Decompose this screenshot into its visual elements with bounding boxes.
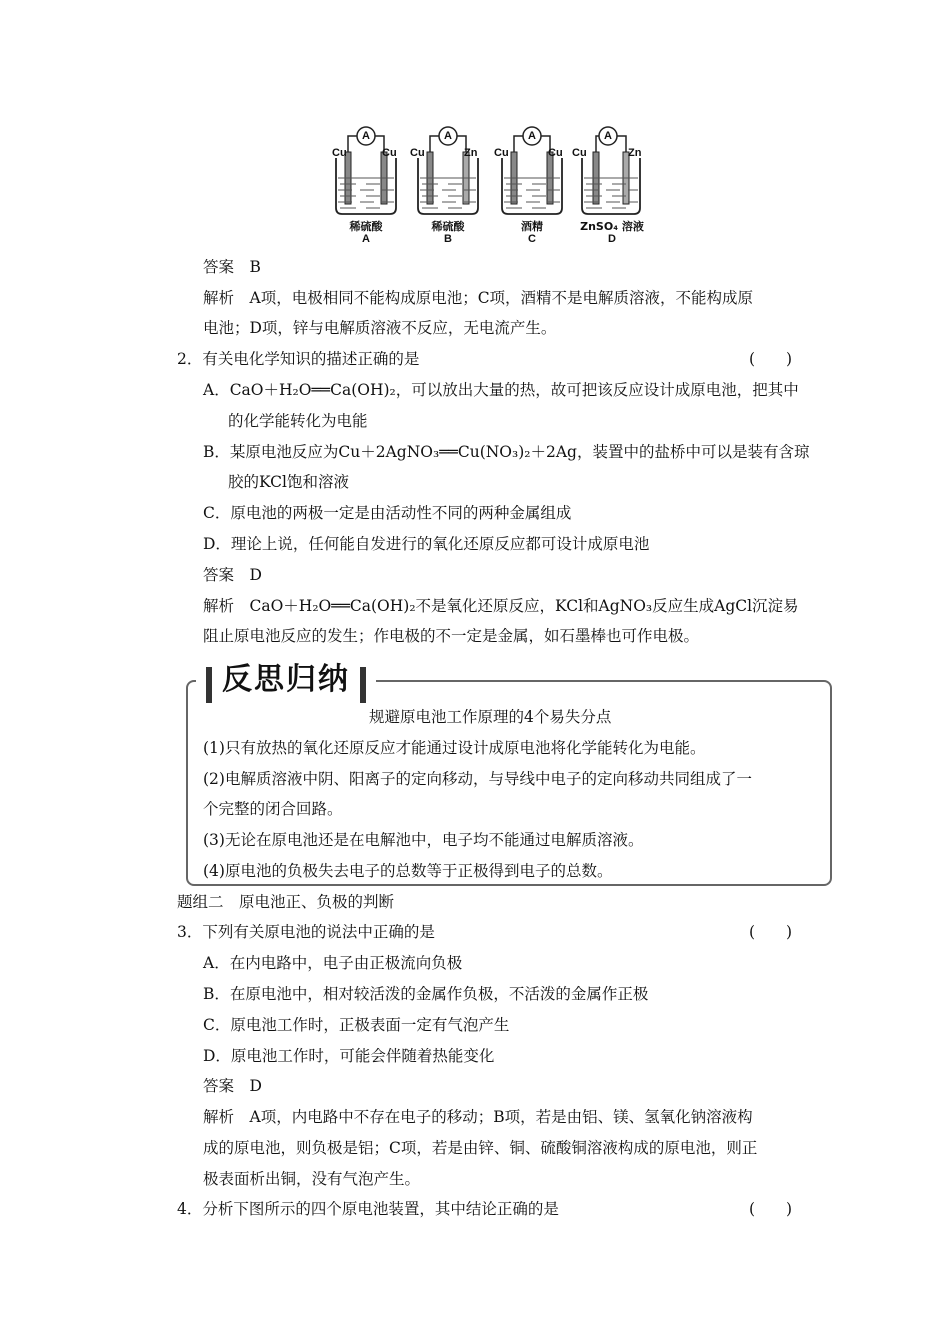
- reflection-header: [196, 660, 376, 700]
- electrode-right-label: Cu: [548, 147, 563, 159]
- reflection-title: 反思归纳: [222, 662, 350, 697]
- electrode-left-label: Cu: [410, 147, 425, 159]
- electrode-left-label: Cu: [494, 147, 509, 159]
- q2-option-b-line1: B．某原电池反应为Cu＋2AgNO₃══Cu(NO₃)₂＋2Ag，装置中的盐桥中可以是装有含琼: [203, 443, 810, 461]
- electrode-left-label: Cu: [332, 147, 347, 159]
- reflection-point-3: (3)无论在原电池还是在电解池中，电子均不能通过电解质溶液。: [203, 831, 644, 849]
- q2-answer: 答案 D: [203, 566, 262, 584]
- reflection-point-2-line1: (2)电解质溶液中阴、阳离子的定向移动，与导线中电子的定向移动共同组成了一: [203, 770, 752, 788]
- title-bar-left: [206, 667, 212, 703]
- solution-label: ZnSO₄ 溶液: [580, 220, 644, 233]
- q3-answer-blank: ( ): [749, 923, 793, 941]
- cell-label: C: [528, 233, 536, 245]
- q1-analysis-line2: 电池；D项，锌与电解质溶液不反应，无电流产生。: [203, 319, 557, 337]
- q3-option-a: A．在内电路中，电子由正极流向负极: [203, 954, 463, 972]
- electrode-left-label: Cu: [572, 147, 587, 159]
- q3-option-d: D．原电池工作时，可能会伴随着热能变化: [203, 1047, 495, 1065]
- beaker-diagram: [576, 122, 648, 218]
- q3-option-c: C．原电池工作时，正极表面一定有气泡产生: [203, 1016, 510, 1034]
- ammeter-d-icon: A: [604, 130, 612, 142]
- q3-answer: 答案 D: [203, 1077, 262, 1095]
- q2-stem: 2．有关电化学知识的描述正确的是: [177, 350, 420, 368]
- cell-label: B: [444, 233, 452, 245]
- title-bar-right: [360, 667, 366, 703]
- q3-option-b: B．在原电池中，相对较活泼的金属作负极，不活泼的金属作正极: [203, 985, 649, 1003]
- ammeter-a-icon: A: [362, 130, 370, 142]
- cell-label: A: [362, 233, 370, 245]
- q2-option-a-line2: 的化学能转化为电能: [228, 412, 368, 430]
- q2-option-d: D．理论上说，任何能自发进行的氧化还原反应都可设计成原电池: [203, 535, 650, 553]
- q2-analysis-line2: 阻止原电池反应的发生；作电极的不一定是金属，如石墨棒也可作电极。: [203, 627, 700, 645]
- cell-label: D: [608, 233, 616, 245]
- q1-answer: 答案 B: [203, 258, 261, 276]
- q3-analysis-line2: 成的原电池，则负极是铝；C项，若是由锌、铜、硫酸铜溶液构成的原电池，则正: [203, 1139, 758, 1157]
- q3-analysis-line1: 解析 A项，内电路中不存在电子的移动；B项，若是由铝、镁、氢氧化钠溶液构: [203, 1108, 753, 1126]
- cell-d: [572, 122, 648, 248]
- solution-label: 稀硫酸: [431, 220, 465, 233]
- solution-label: 稀硫酸: [349, 220, 383, 233]
- q2-option-b-line2: 胶的KCl饱和溶液: [228, 473, 349, 491]
- solution-label: 酒精: [521, 220, 543, 233]
- reflection-point-4: (4)原电池的负极失去电子的总数等于正极得到电子的总数。: [203, 862, 613, 880]
- ammeter-b-icon: A: [444, 130, 452, 142]
- q2-option-a-line1: A．CaO＋H₂O══Ca(OH)₂，可以放出大量的热，故可把该反应设计成原电池，把其中: [203, 381, 799, 399]
- q2-analysis-line1: 解析 CaO＋H₂O══Ca(OH)₂不是氧化还原反应，KCl和AgNO₃反应生成AgCl沉淀易: [203, 597, 799, 615]
- ammeter-c-icon: A: [528, 130, 536, 142]
- q2-option-c: C．原电池的两极一定是由活动性不同的两种金属组成: [203, 504, 572, 522]
- q4-answer-blank: ( ): [749, 1200, 793, 1218]
- electrode-right-label: Cu: [382, 147, 397, 159]
- q3-stem: 3．下列有关原电池的说法中正确的是: [177, 923, 435, 941]
- reflection-subtitle: 规避原电池工作原理的4个易失分点: [369, 708, 612, 726]
- electrode-right-label: Zn: [464, 147, 478, 159]
- electrode-right-label: Zn: [628, 147, 642, 159]
- q2-answer-blank: ( ): [749, 350, 793, 368]
- reflection-point-2-line2: 个完整的闭合回路。: [203, 800, 343, 818]
- q1-analysis-line1: 解析 A项，电极相同不能构成原电池；C项，酒精不是电解质溶液，不能构成原: [203, 289, 754, 307]
- q4-stem: 4．分析下图所示的四个原电池装置，其中结论正确的是: [177, 1200, 559, 1218]
- reflection-point-1: (1)只有放热的氧化还原反应才能通过设计成原电池将化学能转化为电能。: [203, 739, 706, 757]
- group2-title: 题组二 原电池正、负极的判断: [177, 893, 395, 911]
- q3-analysis-line3: 极表面析出铜，没有气泡产生。: [203, 1170, 421, 1188]
